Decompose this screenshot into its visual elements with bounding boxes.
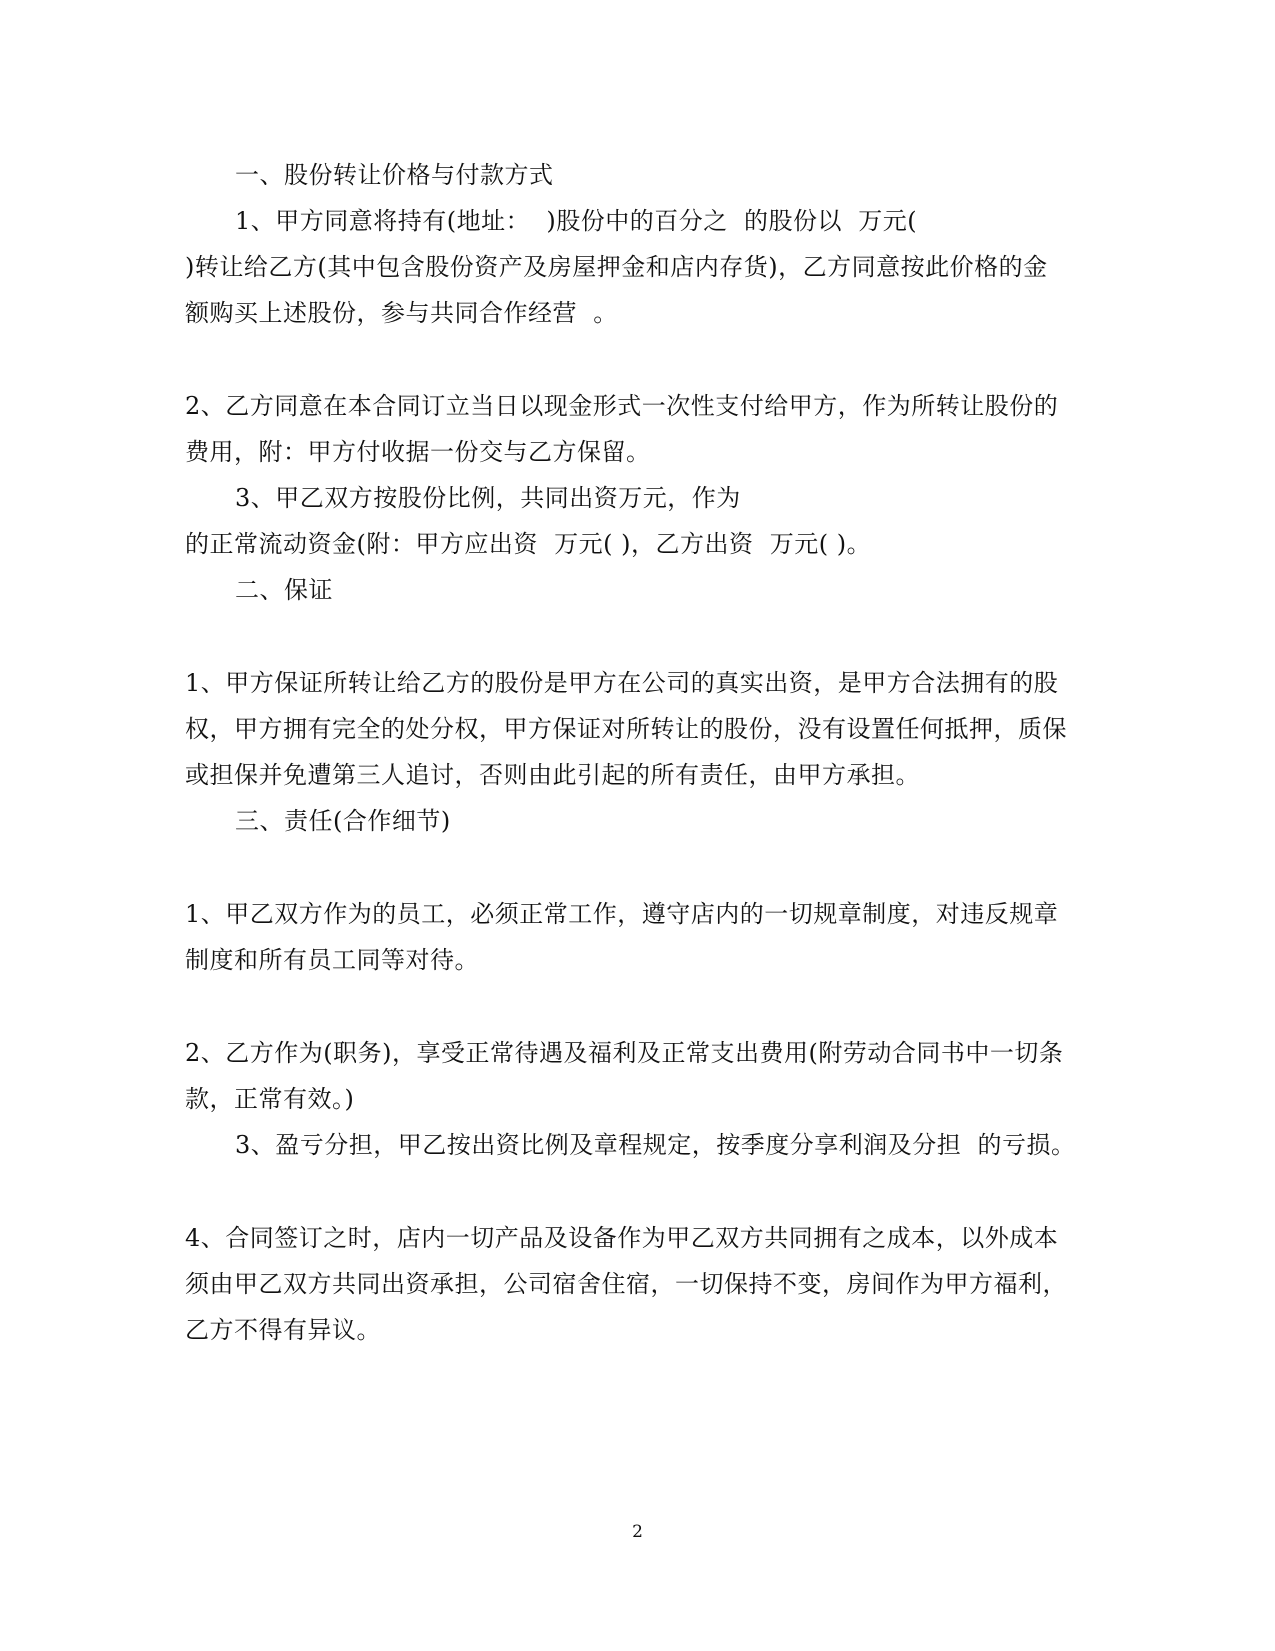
text-line: 额购买上述股份，参与共同合作经营 。 — [185, 299, 618, 327]
text-line: 2、乙方作为(职务)，享受正常待遇及福利及正常支出费用(附劳动合同书中一切条 — [185, 1039, 1064, 1067]
section-heading-responsibility: 三、责任(合作细节) — [235, 807, 451, 835]
text-line: 1、甲乙双方作为的员工，必须正常工作，遵守店内的一切规章制度，对违反规章 — [185, 900, 1059, 928]
text-line: 1、甲方同意将持有(地址： )股份中的百分之 的股份以 万元( — [235, 207, 918, 235]
text-line: 或担保并免遭第三人追讨，否则由此引起的所有责任，由甲方承担。 — [185, 761, 920, 789]
text-line: 1、甲方保证所转让给乙方的股份是甲方在公司的真实出资，是甲方合法拥有的股 — [185, 669, 1059, 697]
text-line: 3、甲乙双方按股份比例，共同出资万元，作为 — [235, 484, 741, 512]
text-line: 4、合同签订之时，店内一切产品及设备作为甲乙双方共同拥有之成本，以外成本 — [185, 1224, 1059, 1252]
text-line: 3、盈亏分担，甲乙按出资比例及章程规定，按季度分享利润及分担 的亏损。 — [235, 1131, 1076, 1159]
section-heading-guarantee: 二、保证 — [235, 576, 333, 604]
text-line: 的正常流动资金(附：甲方应出资 万元( )，乙方出资 万元( )。 — [185, 530, 872, 558]
text-line: 款，正常有效。) — [185, 1085, 355, 1113]
text-line: 制度和所有员工同等对待。 — [185, 946, 479, 974]
text-line: 费用，附：甲方付收据一份交与乙方保留。 — [185, 438, 651, 466]
section-heading-price-payment: 一、股份转让价格与付款方式 — [235, 161, 554, 189]
page-number: 2 — [632, 1522, 643, 1542]
text-line: 须由甲乙双方共同出资承担，公司宿舍住宿，一切保持不变，房间作为甲方福利， — [185, 1270, 1067, 1298]
text-line: 乙方不得有异议。 — [185, 1316, 381, 1344]
text-line: 2、乙方同意在本合同订立当日以现金形式一次性支付给甲方，作为所转让股份的 — [185, 392, 1059, 420]
text-line: )转让给乙方(其中包含股份资产及房屋押金和店内存货)，乙方同意按此价格的金 — [185, 253, 1048, 281]
text-line: 权，甲方拥有完全的处分权，甲方保证对所转让的股份，没有设置任何抵押，质保 — [185, 715, 1067, 743]
